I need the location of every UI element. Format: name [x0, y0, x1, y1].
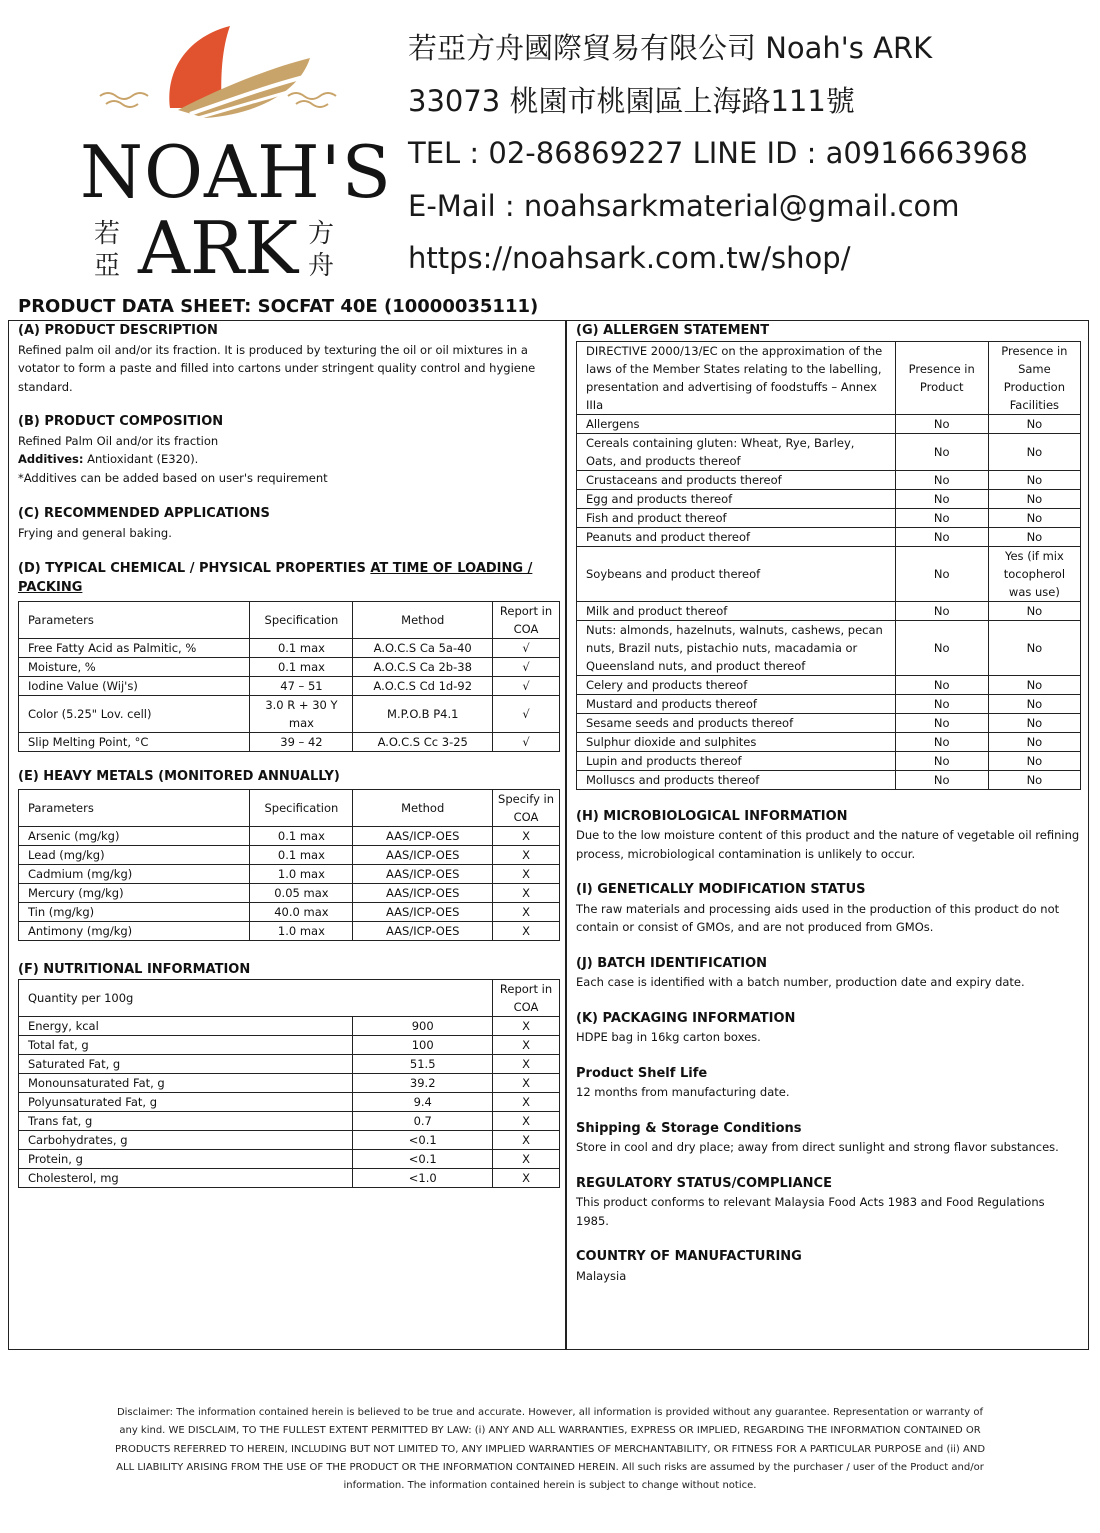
table-cell: No [988, 433, 1080, 470]
table-header: Parameters [19, 789, 250, 826]
table-cell: Saturated Fat, g [19, 1055, 353, 1074]
table-cell: Cadmium (mg/kg) [19, 864, 250, 883]
storage-heading: Shipping & Storage Conditions [576, 1120, 802, 1136]
table-cell: A.O.C.S Cd 1d-92 [353, 677, 493, 696]
table-cell: No [895, 620, 988, 675]
section-e-heading: (E) HEAVY METALS (MONITORED ANNUALLY) [18, 769, 340, 784]
table-cell: 39 – 42 [250, 733, 353, 752]
table-cell: X [493, 864, 560, 883]
table-cell: Mercury (mg/kg) [19, 883, 250, 902]
sheet-title: PRODUCT DATA SHEET: SOCFAT 40E (10000035111) [18, 296, 539, 317]
company-address: 33073 桃園市桃園區上海路111號 [408, 83, 855, 118]
section-d-heading-main: (D) TYPICAL CHEMICAL / PHYSICAL PROPERTIES [18, 561, 371, 576]
table-cell: X [493, 1017, 560, 1036]
table-cell: No [895, 433, 988, 470]
table-cell: No [988, 732, 1080, 751]
allergen-table [576, 341, 1081, 790]
table-header: Quantity per 100g [19, 980, 353, 1017]
table-cell: 0.1 max [250, 639, 353, 658]
table-row [577, 732, 1081, 751]
table-cell: X [493, 1131, 560, 1150]
table-cell: No [988, 508, 1080, 527]
regulatory-body: This product conforms to relevant Malaysia Food Acts 1983 and Food Regulations 1985. [576, 1195, 1045, 1228]
table-row [577, 527, 1081, 546]
table-cell: 40.0 max [250, 902, 353, 921]
table-cell: 0.1 max [250, 658, 353, 677]
table-header: Report in COA [493, 602, 560, 639]
table-cell: <1.0 [353, 1169, 493, 1188]
table-cell: Mustard and products thereof [577, 694, 896, 713]
table-header: Specify in COA [493, 789, 560, 826]
table-cell: 51.5 [353, 1055, 493, 1074]
heavy-metals-rows [19, 826, 560, 940]
table-row [577, 694, 1081, 713]
table-cell: Polyunsaturated Fat, g [19, 1093, 353, 1112]
table-cell: X [493, 883, 560, 902]
table-cell: AAS/ICP-OES [353, 921, 493, 940]
shop-url[interactable]: https://noahsark.com.tw/shop/ [408, 241, 851, 275]
country-body: Malaysia [576, 1268, 627, 1283]
table-cell: <0.1 [353, 1131, 493, 1150]
table-cell: X [493, 1055, 560, 1074]
table-cell: No [895, 675, 988, 694]
shelf-life-body: 12 months from manufacturing date. [576, 1085, 790, 1099]
table-cell: No [895, 546, 988, 601]
table-header: Presence in Product [895, 341, 988, 414]
section-j-heading: (J) BATCH IDENTIFICATION [576, 955, 768, 971]
section-h-body: Due to the low moisture content of this product and the nature of vegetable oil refining process, microbiological contamination is unlikely to occur. [576, 828, 1080, 861]
table-cell: X [493, 845, 560, 864]
table-row [19, 1017, 560, 1036]
regulatory-heading: REGULATORY STATUS/COMPLIANCE [576, 1175, 832, 1191]
table-cell: 3.0 R + 30 Y max [250, 696, 353, 733]
additives-label: Additives: [18, 452, 84, 466]
table-cell: Monounsaturated Fat, g [19, 1074, 353, 1093]
table-row [19, 733, 560, 752]
table-cell: Nuts: almonds, hazelnuts, walnuts, cashews, pecan nuts, Brazil nuts, pistachio nuts, macadamia or Queensland nuts, and product thereof [577, 620, 896, 675]
table-cell: Tin (mg/kg) [19, 902, 250, 921]
table-cell: 1.0 max [250, 864, 353, 883]
table-cell: 47 – 51 [250, 677, 353, 696]
table-cell: Free Fatty Acid as Palmitic, % [19, 639, 250, 658]
allergen-rows [577, 414, 1081, 789]
table-cell: 39.2 [353, 1074, 493, 1093]
table-row [577, 470, 1081, 489]
table-row [577, 675, 1081, 694]
table-row [577, 433, 1081, 470]
table-cell: No [988, 713, 1080, 732]
table-cell: Protein, g [19, 1150, 353, 1169]
additives-value: Antioxidant (E320). [83, 452, 199, 466]
table-cell: No [895, 770, 988, 789]
table-cell: 0.7 [353, 1112, 493, 1131]
table-row [19, 658, 560, 677]
table-row [19, 1150, 560, 1169]
properties-rows [19, 639, 560, 752]
storage-body: Store in cool and dry place; away from direct sunlight and strong flavor substances. [576, 1140, 1059, 1154]
table-row [19, 1036, 560, 1055]
table-header-row [19, 980, 560, 1017]
table-cell: 1.0 max [250, 921, 353, 940]
table-cell: A.O.C.S Cc 3-25 [353, 733, 493, 752]
phone-line: TEL : 02-86869227 LINE ID : a0916663968 [408, 136, 1028, 170]
table-header-row [19, 789, 560, 826]
table-cell: Arsenic (mg/kg) [19, 826, 250, 845]
table-cell: √ [493, 639, 560, 658]
section-k-heading: (K) PACKAGING INFORMATION [576, 1010, 796, 1026]
table-cell: No [895, 489, 988, 508]
table-cell: AAS/ICP-OES [353, 864, 493, 883]
nutrition-table [18, 979, 560, 1188]
table-header: Method [353, 602, 493, 639]
table-cell: Cereals containing gluten: Wheat, Rye, Barley, Oats, and products thereof [577, 433, 896, 470]
section-f-heading: (F) NUTRITIONAL INFORMATION [18, 961, 251, 977]
table-cell: A.O.C.S Ca 2b-38 [353, 658, 493, 677]
table-row [19, 845, 560, 864]
section-h-heading: (H) MICROBIOLOGICAL INFORMATION [576, 808, 848, 824]
table-cell: No [895, 414, 988, 433]
table-cell: Sulphur dioxide and sulphites [577, 732, 896, 751]
table-cell: Soybeans and product thereof [577, 546, 896, 601]
table-cell: No [988, 527, 1080, 546]
table-cell: No [895, 508, 988, 527]
table-row [19, 696, 560, 733]
table-row [19, 639, 560, 658]
company-logo [70, 18, 392, 290]
table-cell: M.P.O.B P4.1 [353, 696, 493, 733]
table-cell: X [493, 1093, 560, 1112]
table-header: Method [353, 789, 493, 826]
table-row [19, 921, 560, 940]
table-cell: No [988, 770, 1080, 789]
section-a-heading: (A) PRODUCT DESCRIPTION [18, 323, 218, 338]
contact-block [408, 22, 1028, 285]
table-row [19, 1093, 560, 1112]
table-cell: 900 [353, 1017, 493, 1036]
table-cell: X [493, 1036, 560, 1055]
section-c-heading: (C) RECOMMENDED APPLICATIONS [18, 506, 270, 521]
table-row [577, 508, 1081, 527]
table-cell: Sesame seeds and products thereof [577, 713, 896, 732]
company-name: 若亞方舟國際貿易有限公司 Noah's ARK [408, 31, 933, 65]
table-row [19, 1112, 560, 1131]
table-cell: Total fat, g [19, 1036, 353, 1055]
left-column [18, 322, 560, 1188]
table-header: DIRECTIVE 2000/13/EC on the approximation of the laws of the Member States relating to the labelling, presentation and advertising of foodstuffs – Annex IIIa [577, 341, 896, 414]
table-header: Presence in Same Production Facilities [988, 341, 1080, 414]
properties-table [18, 601, 560, 752]
section-d-heading [18, 560, 560, 597]
table-row [577, 620, 1081, 675]
section-a-body: Refined palm oil and/or its fraction. It is produced by texturing the oil or oil mixtures in a votator to form a paste and filled into cartons under stringent quality control and hygiene standard. [18, 342, 536, 394]
table-cell: √ [493, 658, 560, 677]
table-cell: X [493, 921, 560, 940]
table-cell: 0.05 max [250, 883, 353, 902]
additives-note: *Additives can be added based on user's requirement [18, 470, 328, 485]
section-i-heading: (I) GENETICALLY MODIFICATION STATUS [576, 882, 866, 897]
section-j-body: Each case is identified with a batch number, production date and expiry date. [576, 975, 1025, 989]
table-cell: Trans fat, g [19, 1112, 353, 1131]
table-cell: No [988, 601, 1080, 620]
table-cell: No [895, 732, 988, 751]
table-row [19, 883, 560, 902]
table-cell: Crustaceans and products thereof [577, 470, 896, 489]
table-cell: Iodine Value (Wij's) [19, 677, 250, 696]
section-k-body: HDPE bag in 16kg carton boxes. [576, 1030, 761, 1044]
table-cell: 9.4 [353, 1093, 493, 1112]
table-cell: Cholesterol, mg [19, 1169, 353, 1188]
table-cell: Energy, kcal [19, 1017, 353, 1036]
table-cell: AAS/ICP-OES [353, 845, 493, 864]
table-cell: AAS/ICP-OES [353, 826, 493, 845]
table-row [19, 1131, 560, 1150]
table-cell: No [988, 694, 1080, 713]
table-cell: Fish and product thereof [577, 508, 896, 527]
country-heading: COUNTRY OF MANUFACTURING [576, 1249, 802, 1264]
disclaimer: Disclaimer: The information contained herein is believed to be true and accurate. However, all information is provided without any guarantee. Representation or warranty of any kind. WE DISCLAIM, TO THE FULLEST EXTENT PERMITTED BY LAW: (i) ANY AND ALL WARRANTIES, EXPRESS OR IMPLIED, REGARDING THE INFORMATION CONTAINED OR PRODUCTS REFERRED TO HEREIN, INCLUDING BUT NOT LIMITED TO, ANY IMPLIED WARRANTIES OF MERCHANTABILITY, OR FITNESS FOR A PARTICULAR PURPOSE and (ii) AND ALL LIABILITY ARISING FROM THE USE OF THE PRODUCT OR THE INFORMATION CONTAINED HEREIN. All such risks are assumed by the purchaser / user of the Product and/or information. The information contained herein is subject to change without notice. [114, 1407, 986, 1492]
section-g-heading: (G) ALLERGEN STATEMENT [576, 323, 770, 338]
table-cell: <0.1 [353, 1150, 493, 1169]
section-b-heading: (B) PRODUCT COMPOSITION [18, 414, 224, 429]
brand-name-line1: NOAH'S [80, 130, 392, 214]
table-row [577, 770, 1081, 789]
table-cell: Slip Melting Point, °C [19, 733, 250, 752]
table-row [19, 1169, 560, 1188]
table-row [577, 546, 1081, 601]
table-header [353, 980, 493, 1017]
table-cell: X [493, 902, 560, 921]
table-cell: No [988, 751, 1080, 770]
table-cell: Color (5.25" Lov. cell) [19, 696, 250, 733]
table-cell: No [988, 470, 1080, 489]
table-cell: X [493, 1169, 560, 1188]
table-cell: No [895, 694, 988, 713]
table-cell: No [895, 527, 988, 546]
table-cell: √ [493, 677, 560, 696]
brand-cjk-left: 若亞 [93, 219, 120, 281]
table-cell: 0.1 max [250, 845, 353, 864]
table-row [19, 826, 560, 845]
section-i-body: The raw materials and processing aids used in the production of this product do not contain or consist of GMOs, and are not produced from GMOs. [576, 901, 1060, 934]
table-cell: X [493, 1074, 560, 1093]
table-cell: Egg and products thereof [577, 489, 896, 508]
table-row [19, 864, 560, 883]
table-cell: X [493, 1150, 560, 1169]
table-cell: No [895, 470, 988, 489]
table-row [19, 902, 560, 921]
table-cell: AAS/ICP-OES [353, 902, 493, 921]
table-cell: X [493, 1112, 560, 1131]
shelf-life-heading: Product Shelf Life [576, 1065, 708, 1081]
table-row [577, 713, 1081, 732]
table-row [19, 677, 560, 696]
table-cell: Lupin and products thereof [577, 751, 896, 770]
table-header-row [19, 602, 560, 639]
table-header-row [577, 341, 1081, 414]
table-cell: No [895, 713, 988, 732]
heavy-metals-table [18, 789, 560, 941]
table-cell: 100 [353, 1036, 493, 1055]
table-cell: Milk and product thereof [577, 601, 896, 620]
section-c-body: Frying and general baking. [18, 525, 172, 540]
column-divider [565, 320, 567, 1350]
email-line: E-Mail : noahsarkmaterial@gmail.com [408, 188, 960, 223]
table-cell: X [493, 826, 560, 845]
table-header: Specification [250, 789, 353, 826]
nutrition-rows [19, 1017, 560, 1188]
table-cell: Carbohydrates, g [19, 1131, 353, 1150]
table-row [577, 751, 1081, 770]
table-cell: No [988, 675, 1080, 694]
table-cell: Yes (if mix tocopherol was use) [988, 546, 1080, 601]
table-cell: Moisture, % [19, 658, 250, 677]
table-row [577, 601, 1081, 620]
table-header: Report in COA [493, 980, 560, 1017]
table-row [577, 414, 1081, 433]
table-header: Specification [250, 602, 353, 639]
table-row [19, 1074, 560, 1093]
table-cell: No [988, 620, 1080, 675]
table-cell: No [895, 751, 988, 770]
table-cell: No [988, 414, 1080, 433]
table-cell: AAS/ICP-OES [353, 883, 493, 902]
table-row [577, 489, 1081, 508]
ark-sail-icon [70, 18, 380, 128]
section-d-heading-underlined: AT TIME OF LOADING / PACKING [18, 561, 533, 595]
table-cell: √ [493, 733, 560, 752]
additives-line [18, 450, 560, 469]
table-cell: Lead (mg/kg) [19, 845, 250, 864]
table-cell: √ [493, 696, 560, 733]
table-cell: A.O.C.S Ca 5a-40 [353, 639, 493, 658]
brand-name-line2: ARK [138, 206, 298, 290]
table-cell: Peanuts and product thereof [577, 527, 896, 546]
table-cell: No [988, 489, 1080, 508]
table-cell: No [895, 601, 988, 620]
right-column [576, 322, 1081, 1285]
table-cell: Molluscs and products thereof [577, 770, 896, 789]
table-cell: 0.1 max [250, 826, 353, 845]
table-row [19, 1055, 560, 1074]
table-cell: Allergens [577, 414, 896, 433]
table-cell: Celery and products thereof [577, 675, 896, 694]
brand-cjk-right: 方舟 [307, 219, 334, 281]
composition-line: Refined Palm Oil and/or its fraction [18, 433, 219, 448]
table-header: Parameters [19, 602, 250, 639]
table-cell: Antimony (mg/kg) [19, 921, 250, 940]
